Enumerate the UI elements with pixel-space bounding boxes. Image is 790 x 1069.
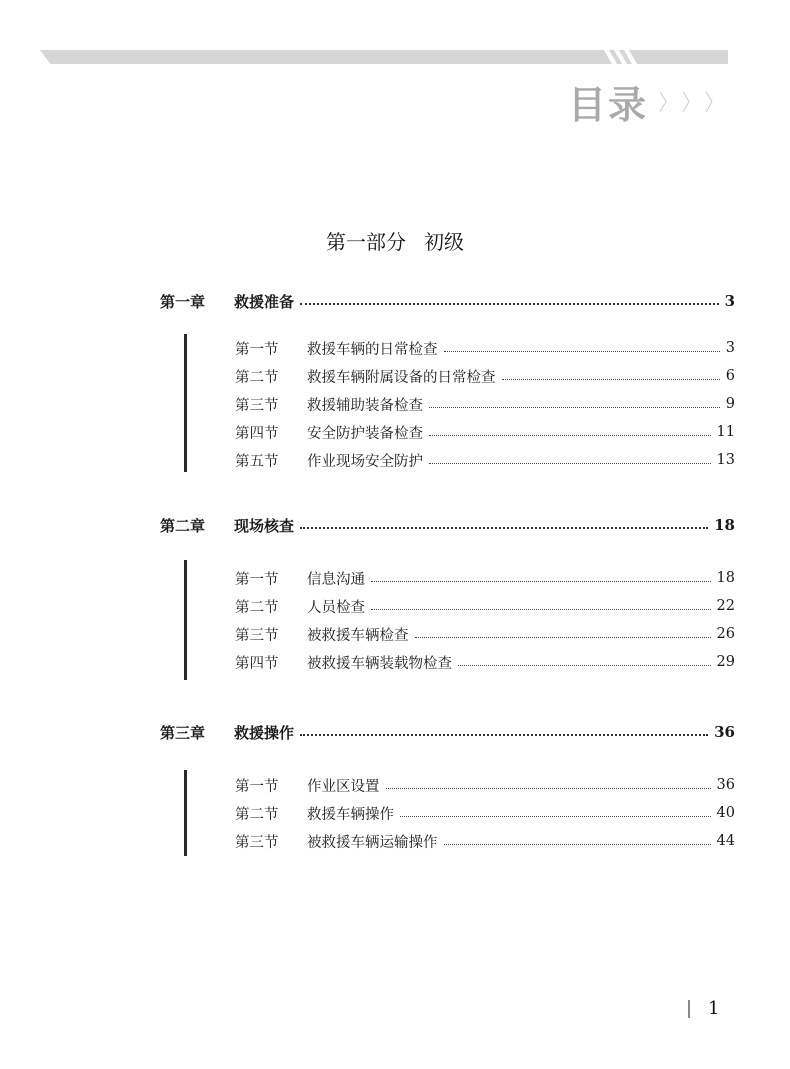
section-group-bar	[184, 560, 187, 680]
chapter-entry[interactable]	[160, 721, 735, 743]
dot-leader	[429, 407, 720, 408]
section-entry[interactable]	[235, 365, 735, 387]
dot-leader	[458, 665, 711, 666]
section-entry[interactable]	[235, 774, 735, 796]
page-number-divider	[688, 1000, 690, 1018]
section-page: 36	[716, 777, 735, 793]
section-page: 26	[716, 626, 735, 642]
chapter-number: 第一章	[160, 292, 206, 311]
dot-leader	[400, 816, 711, 817]
section-number: 第四节	[235, 425, 279, 442]
chapter-page: 3	[724, 292, 735, 310]
section-page: 13	[716, 452, 735, 468]
dot-leader	[371, 581, 711, 582]
section-number: 第二节	[235, 599, 279, 616]
section-entry[interactable]	[235, 830, 735, 852]
chapter-entry[interactable]	[160, 514, 735, 536]
section-number: 第一节	[235, 778, 279, 795]
chapter-page: 18	[714, 516, 735, 534]
section-number: 第二节	[235, 369, 279, 386]
section-title: 被救援车辆运输操作	[307, 834, 438, 851]
toc-title: 目录	[568, 82, 649, 127]
section-entry[interactable]	[235, 421, 735, 443]
section-title: 救援车辆的日常检查	[307, 341, 438, 358]
section-number: 第一节	[235, 341, 279, 358]
section-page: 3	[725, 340, 735, 356]
section-page: 11	[716, 424, 735, 440]
section-entry[interactable]	[235, 567, 735, 589]
chapter-page: 36	[714, 723, 735, 741]
section-page: 44	[716, 833, 735, 849]
part-level: 初级	[424, 230, 464, 254]
section-entry[interactable]	[235, 449, 735, 471]
dot-leader	[444, 351, 720, 352]
section-title: 被救援车辆装载物检查	[307, 655, 452, 672]
dot-leader	[300, 527, 708, 529]
section-number: 第三节	[235, 397, 279, 414]
section-title: 人员检查	[307, 599, 365, 616]
section-entry[interactable]	[235, 651, 735, 673]
chapter-entry[interactable]	[160, 290, 735, 312]
section-entry[interactable]	[235, 802, 735, 824]
section-entry[interactable]	[235, 623, 735, 645]
section-entry[interactable]	[235, 595, 735, 617]
dot-leader	[300, 734, 708, 736]
top-decorative-band	[40, 50, 728, 64]
section-number: 第一节	[235, 571, 279, 588]
section-entry[interactable]	[235, 393, 735, 415]
section-number: 第三节	[235, 627, 279, 644]
page-number: 1	[708, 998, 720, 1019]
chevron-right-icon: 〉	[705, 90, 721, 116]
section-title: 被救援车辆检查	[307, 627, 409, 644]
section-page: 29	[716, 654, 735, 670]
dot-leader	[300, 303, 719, 305]
section-title: 作业区设置	[307, 778, 380, 795]
chapter-number: 第三章	[160, 723, 206, 742]
section-page: 40	[716, 805, 735, 821]
dot-leader	[429, 463, 711, 464]
dot-leader	[386, 788, 711, 789]
section-entry[interactable]	[235, 337, 735, 359]
dot-leader	[429, 435, 711, 436]
section-group-bar	[184, 334, 187, 472]
section-group-bar	[184, 770, 187, 856]
dot-leader	[444, 844, 711, 845]
dot-leader	[371, 609, 711, 610]
section-title: 救援车辆操作	[307, 806, 394, 823]
section-title: 救援车辆附属设备的日常检查	[307, 369, 496, 386]
section-title: 安全防护装备检查	[307, 425, 423, 442]
chevron-right-icon: 〉	[659, 90, 675, 116]
chevron-right-icon: 〉	[682, 90, 698, 116]
chapter-title: 现场核查	[234, 516, 295, 535]
section-page: 9	[725, 396, 735, 412]
part-title	[0, 226, 790, 255]
section-title: 作业现场安全防护	[307, 453, 423, 470]
chapter-title: 救援操作	[234, 723, 295, 742]
dot-leader	[502, 379, 720, 380]
section-page: 6	[725, 368, 735, 384]
chevron-icons	[656, 86, 724, 117]
section-number: 第二节	[235, 806, 279, 823]
part-label: 第一部分	[326, 230, 406, 254]
section-title: 救援辅助装备检查	[307, 397, 423, 414]
section-title: 信息沟通	[307, 571, 365, 588]
section-page: 22	[716, 598, 735, 614]
toc-header	[568, 76, 724, 126]
section-page: 18	[716, 570, 735, 586]
section-number: 第三节	[235, 834, 279, 851]
section-number: 第五节	[235, 453, 279, 470]
section-number: 第四节	[235, 655, 279, 672]
chapter-number: 第二章	[160, 516, 206, 535]
chapter-title: 救援准备	[234, 292, 295, 311]
dot-leader	[415, 637, 711, 638]
